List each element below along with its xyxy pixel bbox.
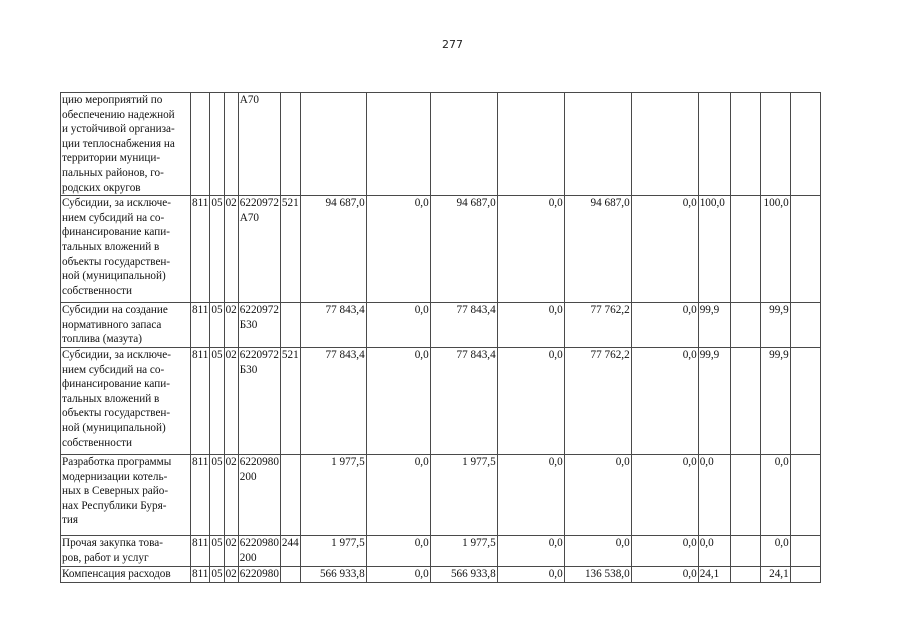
empty-col xyxy=(790,535,820,566)
percent-col-3: 99,9 xyxy=(760,347,790,454)
value-col-3: 94 687,0 xyxy=(430,196,497,303)
value-col-2: 0,0 xyxy=(366,535,430,566)
pr-code: 02 xyxy=(224,303,238,348)
rz-code: 05 xyxy=(210,196,224,303)
value-col-1 xyxy=(300,93,366,196)
row-name: Субсидии на создание нормативного запаса топлива (мазута) xyxy=(61,303,191,348)
table-body xyxy=(61,93,821,583)
value-col-6: 0,0 xyxy=(631,454,698,535)
percent-col-2 xyxy=(730,535,760,566)
gr-code: 811 xyxy=(191,347,210,454)
vr-code xyxy=(280,454,300,535)
value-col-4: 0,0 xyxy=(497,535,564,566)
row-name: Субсидии, за исключе- нием субсидий на со- финансирование капи- тальных вложений в объекты государствен- ной (муниципальной) собственности xyxy=(61,196,191,303)
percent-col-2 xyxy=(730,196,760,303)
percent-col-1: 99,9 xyxy=(698,303,730,348)
csr-code: 6220972 Б30 xyxy=(238,303,280,348)
csr-code: 6220972 А70 xyxy=(238,196,280,303)
rz-code: 05 xyxy=(210,347,224,454)
percent-col-1: 24,1 xyxy=(698,566,730,582)
pr-code: 02 xyxy=(224,347,238,454)
value-col-3: 1 977,5 xyxy=(430,454,497,535)
value-col-3 xyxy=(430,93,497,196)
value-col-6: 0,0 xyxy=(631,303,698,348)
rz-code: 05 xyxy=(210,303,224,348)
rz-code: 05 xyxy=(210,535,224,566)
table-row xyxy=(61,535,821,566)
value-col-1: 94 687,0 xyxy=(300,196,366,303)
percent-col-2 xyxy=(730,303,760,348)
value-col-1: 1 977,5 xyxy=(300,535,366,566)
rz-code: 05 xyxy=(210,566,224,582)
value-col-5 xyxy=(564,93,631,196)
percent-col-3: 0,0 xyxy=(760,535,790,566)
value-col-4 xyxy=(497,93,564,196)
value-col-4: 0,0 xyxy=(497,347,564,454)
gr-code: 811 xyxy=(191,535,210,566)
value-col-4: 0,0 xyxy=(497,303,564,348)
empty-col xyxy=(790,566,820,582)
vr-code: 521 xyxy=(280,196,300,303)
pr-code: 02 xyxy=(224,535,238,566)
value-col-5: 94 687,0 xyxy=(564,196,631,303)
percent-col-2 xyxy=(730,93,760,196)
table-row xyxy=(61,93,821,196)
row-name: Субсидии, за исключе- нием субсидий на со- финансирование капи- тальных вложений в объекты государствен- ной (муниципальной) собственности xyxy=(61,347,191,454)
rz-code xyxy=(210,93,224,196)
value-col-1: 77 843,4 xyxy=(300,347,366,454)
percent-col-3: 0,0 xyxy=(760,454,790,535)
csr-code: А70 xyxy=(238,93,280,196)
value-col-2: 0,0 xyxy=(366,347,430,454)
value-col-1: 77 843,4 xyxy=(300,303,366,348)
table-row xyxy=(61,303,821,348)
value-col-3: 566 933,8 xyxy=(430,566,497,582)
value-col-4: 0,0 xyxy=(497,566,564,582)
value-col-6: 0,0 xyxy=(631,196,698,303)
value-col-3: 77 843,4 xyxy=(430,347,497,454)
percent-col-2 xyxy=(730,566,760,582)
empty-col xyxy=(790,454,820,535)
row-name: цию мероприятий по обеспечению надежной и устойчивой организа- ции теплоснабжения на территории муници- пальных районов, го- родских округов xyxy=(61,93,191,196)
vr-code xyxy=(280,93,300,196)
pr-code: 02 xyxy=(224,454,238,535)
percent-col-3: 24,1 xyxy=(760,566,790,582)
percent-col-1: 99,9 xyxy=(698,347,730,454)
value-col-5: 77 762,2 xyxy=(564,303,631,348)
csr-code: 6220972 Б30 xyxy=(238,347,280,454)
table-row xyxy=(61,347,821,454)
vr-code: 521 xyxy=(280,347,300,454)
percent-col-3: 100,0 xyxy=(760,196,790,303)
pr-code: 02 xyxy=(224,196,238,303)
value-col-1: 566 933,8 xyxy=(300,566,366,582)
percent-col-3: 99,9 xyxy=(760,303,790,348)
value-col-4: 0,0 xyxy=(497,196,564,303)
value-col-5: 0,0 xyxy=(564,535,631,566)
rz-code: 05 xyxy=(210,454,224,535)
value-col-5: 0,0 xyxy=(564,454,631,535)
value-col-3: 1 977,5 xyxy=(430,535,497,566)
value-col-2: 0,0 xyxy=(366,566,430,582)
vr-code: 244 xyxy=(280,535,300,566)
value-col-2: 0,0 xyxy=(366,303,430,348)
csr-code: 6220980 200 xyxy=(238,535,280,566)
empty-col xyxy=(790,93,820,196)
page-number: 277 xyxy=(442,38,463,51)
value-col-6: 0,0 xyxy=(631,535,698,566)
value-col-3: 77 843,4 xyxy=(430,303,497,348)
value-col-5: 136 538,0 xyxy=(564,566,631,582)
percent-col-1: 0,0 xyxy=(698,454,730,535)
table-row xyxy=(61,196,821,303)
value-col-1: 1 977,5 xyxy=(300,454,366,535)
csr-code: 6220980 xyxy=(238,566,280,582)
value-col-6: 0,0 xyxy=(631,566,698,582)
csr-code: 6220980 200 xyxy=(238,454,280,535)
gr-code: 811 xyxy=(191,566,210,582)
value-col-6: 0,0 xyxy=(631,347,698,454)
empty-col xyxy=(790,196,820,303)
gr-code xyxy=(191,93,210,196)
row-name: Разработка программы модернизации котель- ных в Северных райо- нах Республики Буря- тия xyxy=(61,454,191,535)
percent-col-2 xyxy=(730,454,760,535)
gr-code: 811 xyxy=(191,454,210,535)
pr-code xyxy=(224,93,238,196)
budget-table xyxy=(60,92,821,583)
value-col-2 xyxy=(366,93,430,196)
value-col-2: 0,0 xyxy=(366,196,430,303)
percent-col-2 xyxy=(730,347,760,454)
pr-code: 02 xyxy=(224,566,238,582)
vr-code xyxy=(280,566,300,582)
table-row xyxy=(61,454,821,535)
value-col-5: 77 762,2 xyxy=(564,347,631,454)
value-col-2: 0,0 xyxy=(366,454,430,535)
row-name: Компенсация расходов xyxy=(61,566,191,582)
value-col-4: 0,0 xyxy=(497,454,564,535)
empty-col xyxy=(790,347,820,454)
gr-code: 811 xyxy=(191,303,210,348)
gr-code: 811 xyxy=(191,196,210,303)
vr-code xyxy=(280,303,300,348)
table-row xyxy=(61,566,821,582)
percent-col-1 xyxy=(698,93,730,196)
value-col-6 xyxy=(631,93,698,196)
percent-col-1: 100,0 xyxy=(698,196,730,303)
empty-col xyxy=(790,303,820,348)
percent-col-1: 0,0 xyxy=(698,535,730,566)
row-name: Прочая закупка това- ров, работ и услуг xyxy=(61,535,191,566)
percent-col-3 xyxy=(760,93,790,196)
